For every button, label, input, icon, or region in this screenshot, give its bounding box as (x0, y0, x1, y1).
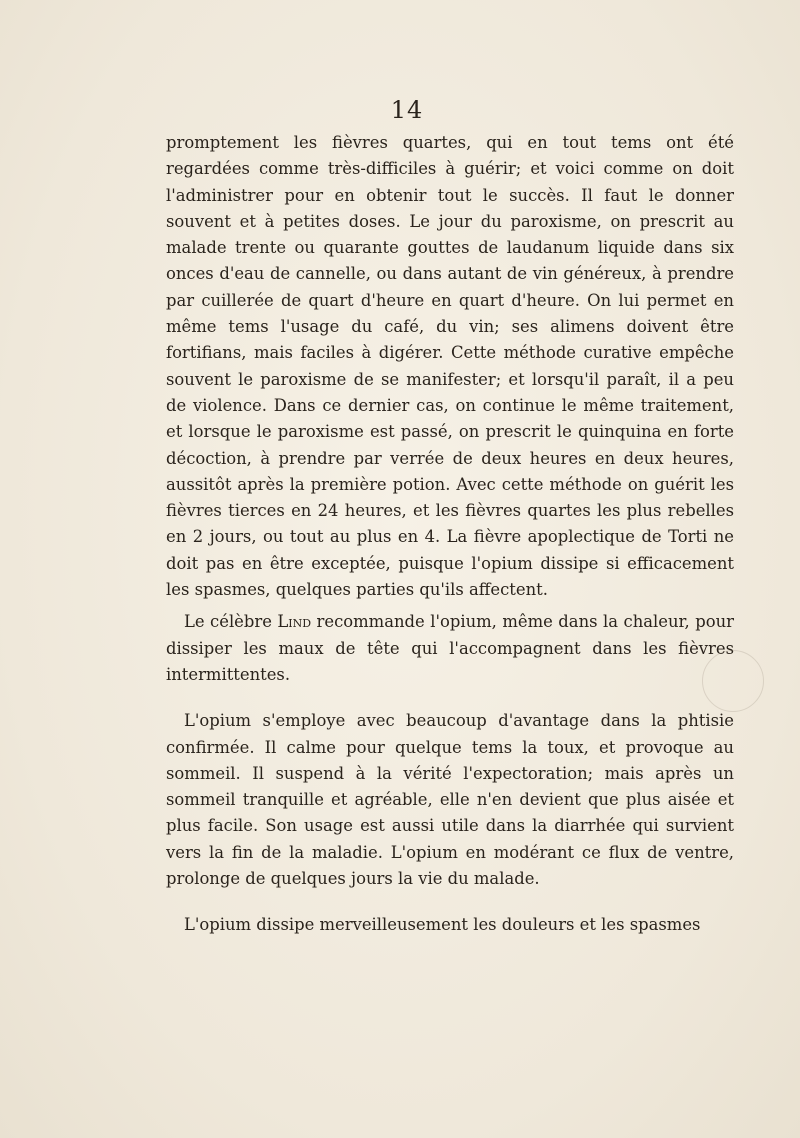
page-number: 14 (390, 96, 424, 124)
paragraph-2 (166, 609, 734, 688)
author-name-lind: Lind (277, 612, 312, 632)
paper-stain (702, 650, 764, 712)
paragraph-3: L'opium s'employe avec beaucoup d'avantage dans la phtisie confirmée. Il calme pour quelque tems la toux, et provoque au sommeil. Il suspend à la vérité l'expectoration; mais après un sommeil tranquille et agréable, elle n'en devient que plus aisée et plus facile. Son usage est aussi utile dans la diarrhée qui survient vers la fin de la maladie. L'opium en modérant ce flux de ventre, prolonge de quelques jours la vie du malade. (166, 711, 734, 889)
paragraph-2-after: recommande l'opium, même dans la chaleur, pour dissiper les maux de tête qui l'accompagnent dans les fièvres intermittentes. (166, 612, 734, 684)
paragraph-4: L'opium dissipe merveilleusement les douleurs et les spasmes (184, 915, 701, 935)
paragraph-1: promptement les fièvres quartes, qui en tout tems ont été regardées comme très-difficiles à guérir; et voici comme on doit l'administrer pour en obtenir tout le succès. Il faut le donner souvent et à petites doses. Le jour du paroxisme, on prescrit au malade trente ou quarante gouttes de laudanum liquide dans six onces d'eau de cannelle, ou dans autant de vin généreux, à prendre par cuillerée de quart d'heure en quart d'heure. On lui permet en même tems l'usage du café, du vin; ses alimens doivent être fortifians, mais faciles à digérer. Cette méthode curative empêche souvent le paroxisme de se manifester; et lorsqu'il paraît, il a peu de violence. Dans ce dernier cas, on continue le même traitement, et lorsque le paroxisme est passé, on prescrit le quinquina en forte décoction, à prendre par verrée de deux heures en deux heures, aussitôt après la première potion. Avec cette méthode on guérit les fièvres tierces en 24 heures, et les fièvres quartes les plus rebelles en 2 jours, ou tout au plus en 4. La fièvre apoplectique de Torti ne doit pas en être exceptée, puisque l'opium dissipe si efficacement les spasmes, quelques parties qu'ils affectent. (166, 133, 734, 600)
body-text (166, 130, 734, 939)
paragraph-2-before: Le célèbre (184, 612, 278, 632)
